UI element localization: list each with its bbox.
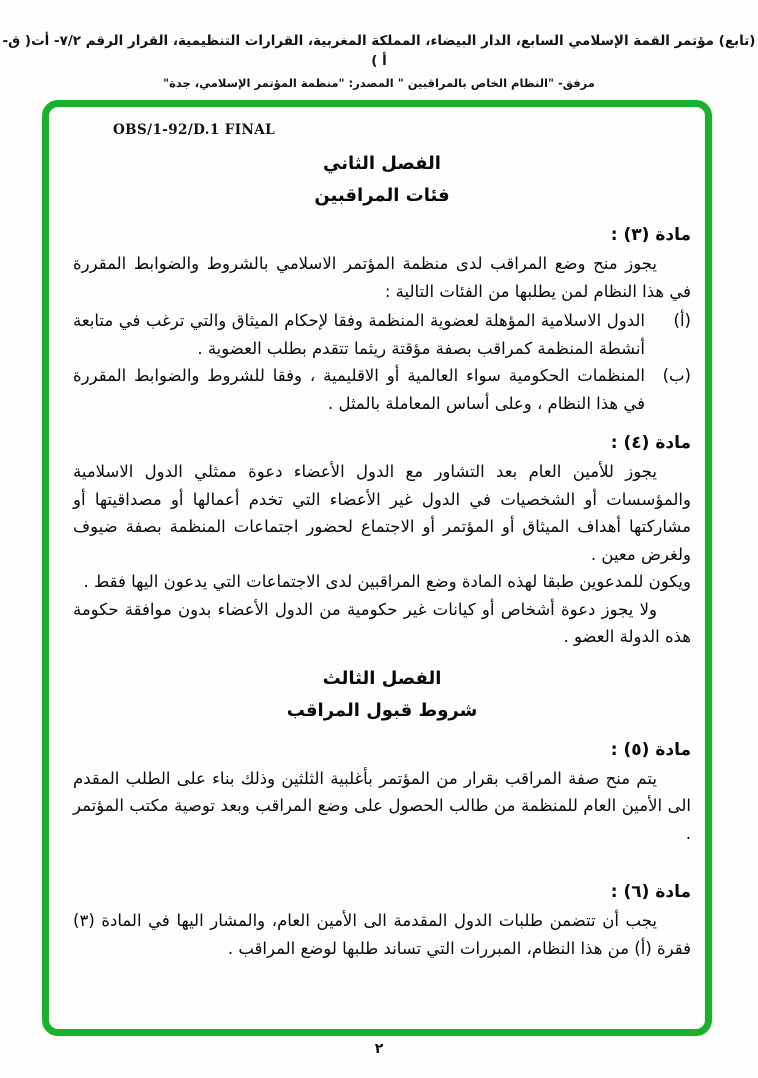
article-6-paragraph: يجب أن تتضمن طلبات الدول المقدمة الى الأمين العام، والمشار اليها في المادة (٣) فقرة (أ) من هذا النظام، المبررات التي تساند طلبها لوضع المراقب . xyxy=(73,911,691,958)
document-header xyxy=(0,31,758,92)
document-body xyxy=(73,151,691,962)
article-4-paragraph-1: يجوز للأمين العام بعد التشاور مع الدول الأعضاء دعوة ممثلي الدول الاسلامية والمؤسسات أو الشخصيات في الدول غير الأعضاء التي تخدم أعمالها أو مصداقيتها أو مشاركتها أهداف الميثاق أو المؤتمر أو الاجتماع لحضور اجتماعات المنظمة بصفة ضيوف ولغرض معين . xyxy=(73,462,691,564)
article-3-heading: مادة (٣) : xyxy=(610,225,691,245)
chapter-three-subtitle: شروط قبول المراقب xyxy=(286,699,478,721)
chapter-two-subtitle: فئات المراقبين xyxy=(314,185,450,206)
document-reference-code: OBS/1-92/D.1 FINAL xyxy=(113,122,275,138)
list-item-a-marker: (أ) xyxy=(673,311,691,330)
page-number: ٢ xyxy=(374,1041,384,1057)
header-citation-line: (تابع) مؤتمر القمة الإسلامي السابع، الدار البيضاء، المملكة المغربية، القرارات التنظيمية، القرار الرقم ٧/٢- أت( ق- أ ) xyxy=(2,33,756,69)
article-3-intro: يجوز منح وضع المراقب لدى منظمة المؤتمر الاسلامي بالشروط والضوابط المقررة في هذا النظام لمن يطلبها من الفئات التالية : xyxy=(73,254,691,301)
chapter-three-title: الفصل الثالث xyxy=(322,667,442,689)
article-3-section xyxy=(73,222,691,417)
list-item-a xyxy=(73,307,691,362)
green-border-frame xyxy=(42,100,712,1036)
list-item-a-text: الدول الاسلامية المؤهلة لعضوية المنظمة وفقا لإحكام الميثاق والتي ترغب في متابعة أنشطة المنظمة كمراقب بصفة مؤقتة ريثما تتقدم بطلب العضوية . xyxy=(73,311,645,358)
list-item-b-marker: (ب) xyxy=(662,366,691,385)
article-5-section xyxy=(73,737,691,848)
article-3-list xyxy=(73,307,691,417)
list-item-b xyxy=(73,362,691,417)
article-5-heading: مادة (٥) : xyxy=(610,739,691,760)
article-6-heading: مادة (٦) : xyxy=(610,882,691,902)
article-4-paragraph-3: ولا يجوز دعوة أشخاص أو كيانات غير حكومية من الدول الأعضاء بدون موافقة حكومة هذه الدولة العضو . xyxy=(73,599,691,646)
article-4-paragraph-2: ويكون للمدعوين طبقا لهذه المادة وضع المراقبين لدى الاجتماعات التي يدعون اليها فقط . xyxy=(83,572,691,591)
list-item-b-text: المنظمات الحكومية سواء العالمية أو الاقليمية ، وفقا للشروط والضوابط المقررة في هذا النظام ، وعلى أساس المعاملة بالمثل . xyxy=(73,366,645,413)
article-4-section xyxy=(73,430,691,651)
article-4-heading: مادة (٤) : xyxy=(610,433,691,453)
chapter-two-title: الفصل الثاني xyxy=(323,153,441,174)
article-6-section xyxy=(73,879,691,962)
header-source-line: مرفق- "النظام الخاص بالمراقبين " المصدر: "منظمة المؤتمر الإسلامي، جدة" xyxy=(163,76,595,90)
chapter-three-section xyxy=(73,666,691,724)
article-5-paragraph: يتم منح صفة المراقب بقرار من المؤتمر بأغلبية الثلثين وذلك بناء على الطلب المقدم الى الأمين العام للمنظمة من طالب الحصول على وضع المراقب وبعد توصية مكتب المؤتمر . xyxy=(73,768,691,843)
